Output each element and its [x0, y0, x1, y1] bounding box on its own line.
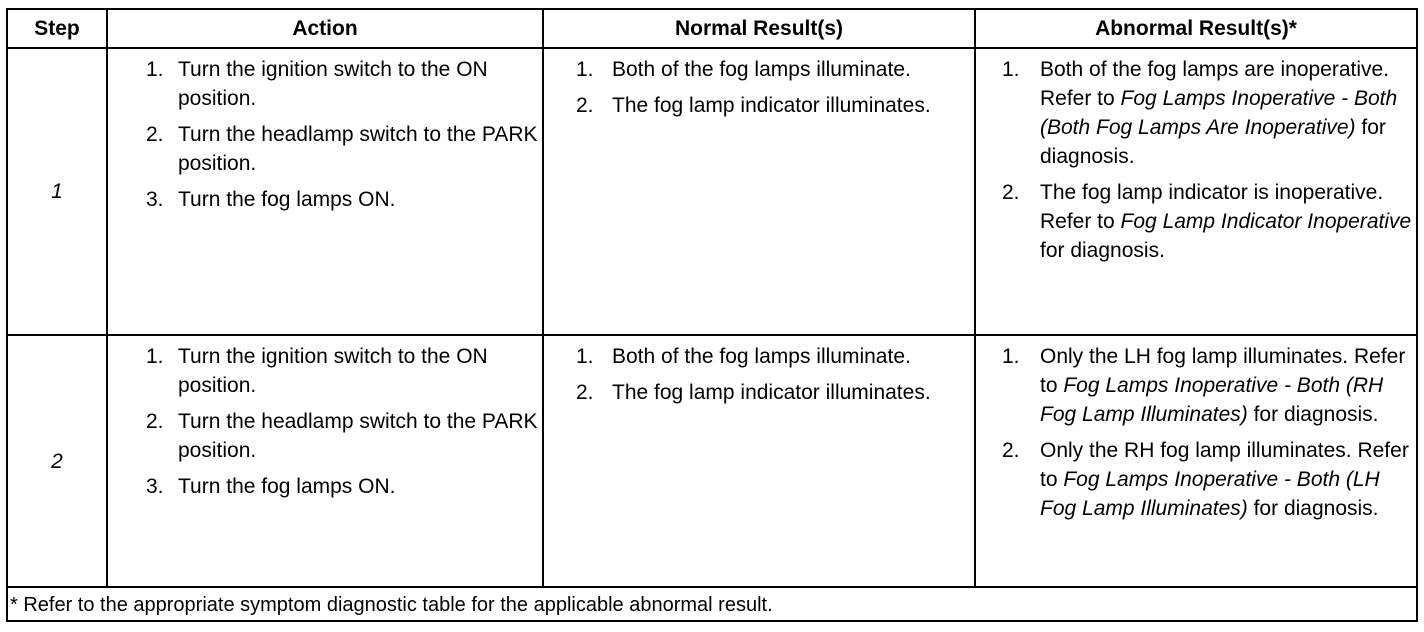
table-row: [7, 48, 1417, 335]
list-item: 3. Turn the fog lamps ON.: [146, 188, 396, 211]
list-item: 2. The fog lamp indicator illuminates.: [576, 94, 931, 117]
normal-result-cell: [543, 335, 975, 587]
list-item: 1. Both of the fog lamps are inoperative. Refer to Fog Lamps Inoperative - Both (Both Fog Lamps Are Inoperative) for diagnosis.: [1002, 58, 1398, 168]
footnote-row: [7, 587, 1417, 621]
abnormal-result-cell: [975, 335, 1417, 587]
table-row: [7, 335, 1417, 587]
list-item: 2. Turn the headlamp switch to the PARK position.: [146, 123, 538, 175]
abnormal-result-cell: [975, 48, 1417, 335]
header-action: Action: [107, 9, 543, 48]
header-step: Step: [7, 9, 107, 48]
header-normal-results: Normal Result(s): [543, 9, 975, 48]
list-item: 2. The fog lamp indicator illuminates.: [576, 381, 931, 404]
list-item: 3. Turn the fog lamps ON.: [146, 475, 396, 498]
list-item: 2. Only the RH fog lamp illuminates. Refer to Fog Lamps Inoperative - Both (LH Fog Lamp Illuminates) for diagnosis.: [1002, 439, 1409, 520]
list-item: 1. Only the LH fog lamp illuminates. Refer to Fog Lamps Inoperative - Both (RH Fog Lamp Illuminates) for diagnosis.: [1002, 345, 1406, 426]
header-abnormal-results: Abnormal Result(s)*: [975, 9, 1417, 48]
action-cell: [107, 335, 543, 587]
list-item: 2. Turn the headlamp switch to the PARK position.: [146, 410, 538, 462]
step-number: 2: [7, 335, 107, 587]
diagnostic-table: [6, 8, 1418, 622]
footnote: * Refer to the appropriate symptom diagnostic table for the applicable abnormal result.: [7, 587, 1417, 621]
normal-result-cell: [543, 48, 975, 335]
list-item: 1. Both of the fog lamps illuminate.: [576, 345, 911, 368]
action-cell: [107, 48, 543, 335]
list-item: 1. Both of the fog lamps illuminate.: [576, 58, 911, 81]
step-number: 1: [7, 48, 107, 335]
reference-link: Fog Lamps Inoperative - Both (LH Fog Lamp Illuminates): [1040, 468, 1380, 520]
list-item: 1. Turn the ignition switch to the ON position.: [146, 58, 488, 110]
list-item: 2. The fog lamp indicator is inoperative. Refer to Fog Lamp Indicator Inoperative for diagnosis.: [1002, 181, 1412, 262]
reference-link: Fog Lamps Inoperative - Both (Both Fog Lamps Are Inoperative): [1040, 87, 1398, 139]
reference-link: Fog Lamp Indicator Inoperative: [1120, 210, 1412, 233]
reference-link: Fog Lamps Inoperative - Both (RH Fog Lamp Illuminates): [1040, 374, 1384, 426]
list-item: 1. Turn the ignition switch to the ON position.: [146, 345, 488, 397]
header-row: [7, 9, 1417, 48]
